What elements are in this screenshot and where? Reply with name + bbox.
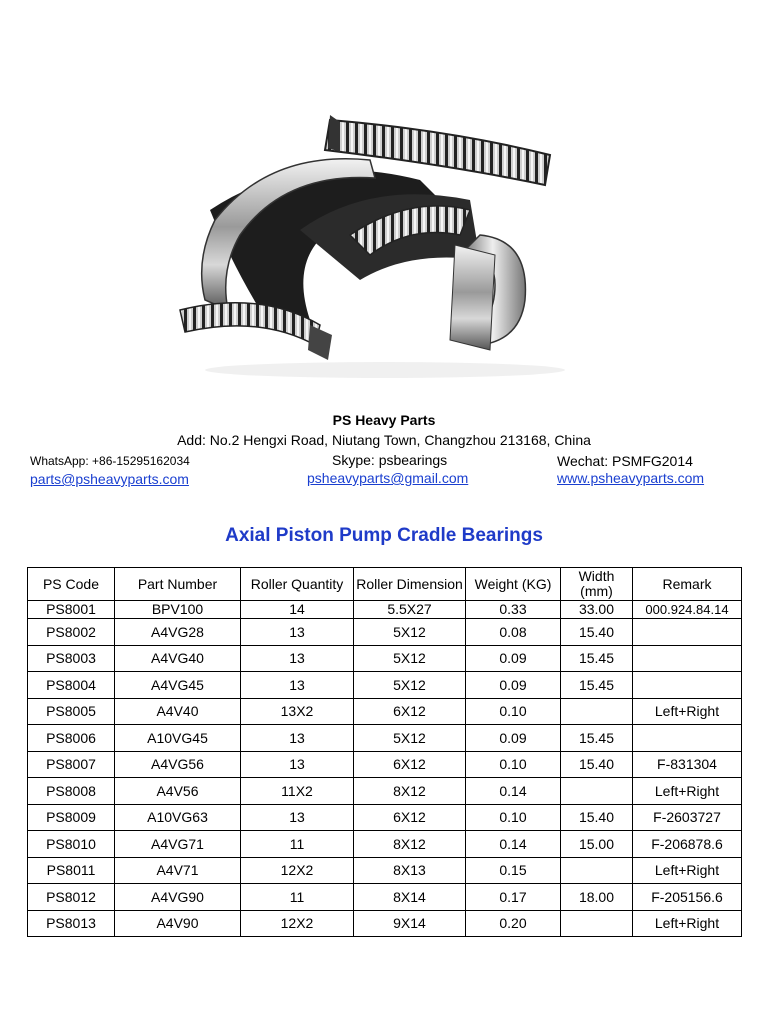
table-cell: PS8004 xyxy=(28,672,115,699)
table-cell: 15.00 xyxy=(561,831,633,858)
table-cell: 13 xyxy=(241,751,354,778)
table-cell: 0.09 xyxy=(466,672,561,699)
table-cell: 13 xyxy=(241,725,354,752)
skype-contact: Skype: psbearings xyxy=(332,452,448,468)
table-cell: PS8005 xyxy=(28,698,115,725)
table-cell: 12X2 xyxy=(241,857,354,884)
table-cell: 000.924.84.14 xyxy=(633,601,742,619)
table-cell: 0.14 xyxy=(466,778,561,805)
table-cell: PS8009 xyxy=(28,804,115,831)
table-cell: 8X12 xyxy=(354,831,466,858)
table-cell: F-206878.6 xyxy=(633,831,742,858)
table-cell: 33.00 xyxy=(561,601,633,619)
table-cell xyxy=(561,698,633,725)
table-row xyxy=(28,725,742,752)
table-title: Axial Piston Pump Cradle Bearings xyxy=(225,525,543,546)
table-cell: Left+Right xyxy=(633,857,742,884)
table-cell: 0.09 xyxy=(466,725,561,752)
table-row xyxy=(28,831,742,858)
table-cell: 15.40 xyxy=(561,751,633,778)
table-cell: 0.20 xyxy=(466,910,561,937)
column-header: Roller Quantity xyxy=(241,568,354,601)
table-cell: 5X12 xyxy=(354,672,466,699)
whatsapp-contact: WhatsApp: +86-15295162034 xyxy=(30,454,190,468)
company-address: Add: No.2 Hengxi Road, Niutang Town, Changzhou 213168, China xyxy=(177,432,591,448)
table-cell: 15.40 xyxy=(561,804,633,831)
table-cell: A10VG45 xyxy=(115,725,241,752)
table-cell: PS8007 xyxy=(28,751,115,778)
website-link[interactable]: www.psheavyparts.com xyxy=(557,470,705,486)
table-row xyxy=(28,751,742,778)
table-row xyxy=(28,804,742,831)
bearing-spec-table xyxy=(27,567,742,937)
table-cell: PS8013 xyxy=(28,910,115,937)
table-cell: PS8006 xyxy=(28,725,115,752)
table-cell xyxy=(633,645,742,672)
table-cell: 13 xyxy=(241,619,354,646)
table-cell: 14 xyxy=(241,601,354,619)
column-header: Width (mm) xyxy=(561,568,633,601)
table-cell: 5X12 xyxy=(354,725,466,752)
table-cell: Left+Right xyxy=(633,778,742,805)
table-cell: 0.10 xyxy=(466,751,561,778)
table-cell: A4VG90 xyxy=(115,884,241,911)
table-cell: PS8003 xyxy=(28,645,115,672)
table-cell xyxy=(561,857,633,884)
table-cell: 6X12 xyxy=(354,804,466,831)
table-cell: A4VG71 xyxy=(115,831,241,858)
table-cell: 0.10 xyxy=(466,698,561,725)
table-cell xyxy=(633,672,742,699)
table-cell: 15.45 xyxy=(561,725,633,752)
table-cell: 13 xyxy=(241,804,354,831)
table-cell: A4VG40 xyxy=(115,645,241,672)
table-row xyxy=(28,672,742,699)
table-cell: 8X12 xyxy=(354,778,466,805)
column-header: Remark xyxy=(633,568,742,601)
table-cell: 11 xyxy=(241,884,354,911)
email-link-primary[interactable]: parts@psheavyparts.com xyxy=(30,471,189,487)
table-cell: F-205156.6 xyxy=(633,884,742,911)
column-header: PS Code xyxy=(28,568,115,601)
table-cell: 0.33 xyxy=(466,601,561,619)
table-cell: 15.40 xyxy=(561,619,633,646)
table-cell xyxy=(633,619,742,646)
table-cell: 15.45 xyxy=(561,672,633,699)
table-cell: 0.14 xyxy=(466,831,561,858)
table-row xyxy=(28,601,742,619)
table-row xyxy=(28,645,742,672)
company-name: PS Heavy Parts xyxy=(332,412,436,428)
table-cell: 0.10 xyxy=(466,804,561,831)
table-cell: A4VG28 xyxy=(115,619,241,646)
column-header: Weight (KG) xyxy=(466,568,561,601)
table-cell: 5X12 xyxy=(354,645,466,672)
table-cell: 6X12 xyxy=(354,698,466,725)
table-row xyxy=(28,910,742,937)
table-cell: A4VG56 xyxy=(115,751,241,778)
table-row xyxy=(28,884,742,911)
table-header-row xyxy=(28,568,742,601)
table-cell xyxy=(561,778,633,805)
table-cell: PS8010 xyxy=(28,831,115,858)
table-cell: 5X12 xyxy=(354,619,466,646)
table-cell: A4V71 xyxy=(115,857,241,884)
table-cell xyxy=(561,910,633,937)
table-cell: PS8008 xyxy=(28,778,115,805)
table-cell: A4V40 xyxy=(115,698,241,725)
table-cell: BPV100 xyxy=(115,601,241,619)
table-cell: A4VG45 xyxy=(115,672,241,699)
table-cell: A4V56 xyxy=(115,778,241,805)
column-header: Roller Dimension xyxy=(354,568,466,601)
table-cell: 5.5X27 xyxy=(354,601,466,619)
table-row xyxy=(28,698,742,725)
table-cell: PS8001 xyxy=(28,601,115,619)
table-row xyxy=(28,778,742,805)
column-header: Part Number xyxy=(115,568,241,601)
table-cell: F-2603727 xyxy=(633,804,742,831)
table-cell: F-831304 xyxy=(633,751,742,778)
table-cell: A10VG63 xyxy=(115,804,241,831)
table-cell: 0.08 xyxy=(466,619,561,646)
table-cell: 13 xyxy=(241,672,354,699)
table-cell: PS8011 xyxy=(28,857,115,884)
table-cell xyxy=(633,725,742,752)
table-cell: 9X14 xyxy=(354,910,466,937)
cradle-bearings-photo xyxy=(150,60,620,390)
wechat-contact: Wechat: PSMFG2014 xyxy=(557,453,693,469)
table-cell: 0.09 xyxy=(466,645,561,672)
table-cell: PS8002 xyxy=(28,619,115,646)
table-cell: 12X2 xyxy=(241,910,354,937)
table-cell: 8X14 xyxy=(354,884,466,911)
table-cell: Left+Right xyxy=(633,698,742,725)
table-cell: 11 xyxy=(241,831,354,858)
table-cell: 11X2 xyxy=(241,778,354,805)
table-cell: 13 xyxy=(241,645,354,672)
table-cell: 15.45 xyxy=(561,645,633,672)
table-row xyxy=(28,619,742,646)
table-cell: 8X13 xyxy=(354,857,466,884)
table-cell: 0.17 xyxy=(466,884,561,911)
table-cell: A4V90 xyxy=(115,910,241,937)
table-row xyxy=(28,857,742,884)
table-cell: 6X12 xyxy=(354,751,466,778)
table-cell: 18.00 xyxy=(561,884,633,911)
table-cell: PS8012 xyxy=(28,884,115,911)
table-cell: 13X2 xyxy=(241,698,354,725)
table-cell: 0.15 xyxy=(466,857,561,884)
table-cell: Left+Right xyxy=(633,910,742,937)
email-link-secondary[interactable]: psheavyparts@gmail.com xyxy=(307,470,469,486)
